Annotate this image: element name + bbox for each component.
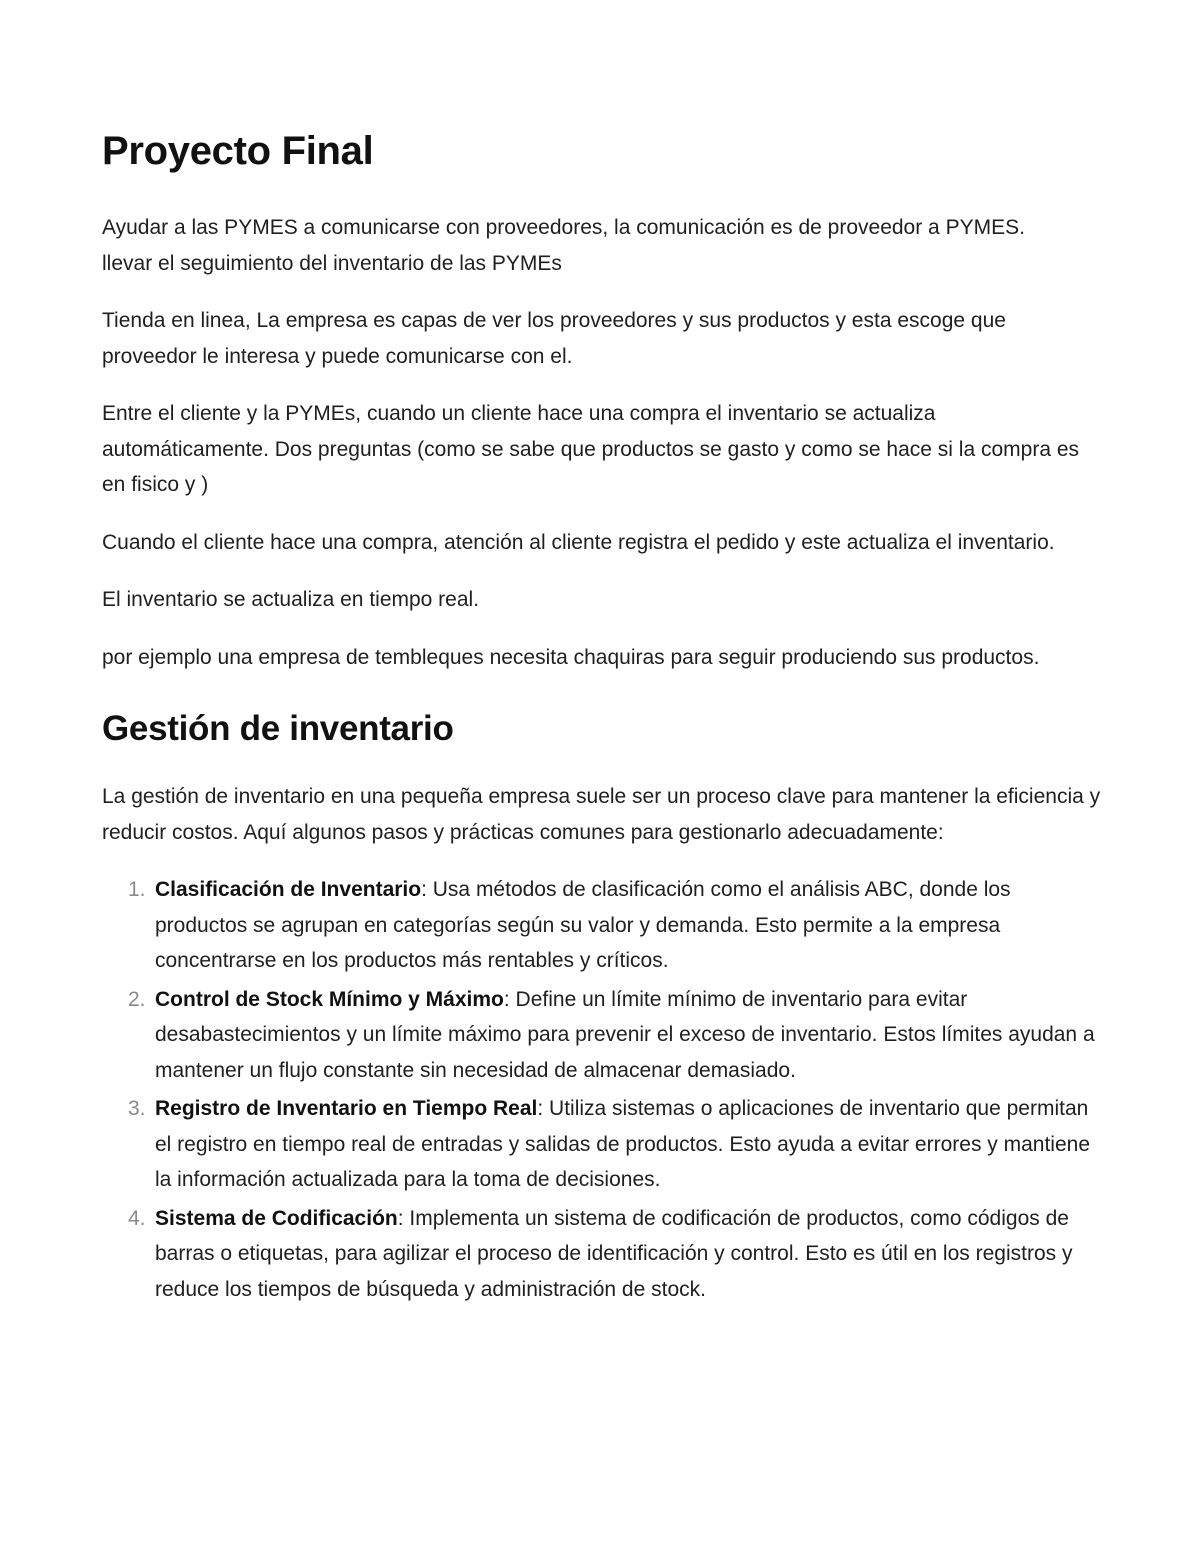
list-item-number: 4.: [128, 1206, 146, 1230]
list-item: [128, 872, 1102, 979]
list-item: [128, 1091, 1102, 1198]
list-item-text: : Define un límite mínimo de inventario para evitar desabastecimientos y un límite máximo para prevenir el exceso de inventario. Estos límites ayudan a mantener un flujo constante sin necesidad de almacenar demasiado.: [155, 987, 1095, 1082]
list-item-number: 2.: [128, 987, 146, 1011]
list-item-number: 1.: [128, 878, 146, 901]
practices-list: [102, 872, 1102, 1307]
list-item-term: Registro de Inventario en Tiempo Real: [155, 1097, 538, 1120]
list-item: [128, 982, 1102, 1089]
section-intro: La gestión de inventario en una pequeña empresa suele ser un proceso clave para mantener la eficiencia y reducir costos. Aquí algunos pasos y prácticas comunes para gestionarlo adecuadamente:: [102, 785, 1101, 844]
paragraph-online-store: Tienda en linea, La empresa es capas de ver los proveedores y sus productos y esta escoge que proveedor le interesa y puede comunicarse con el.: [102, 309, 1006, 368]
intro-line-1: Ayudar a las PYMES a comunicarse con proveedores, la comunicación es de proveedor a PYMES.: [102, 216, 1025, 239]
list-item-term: Clasificación de Inventario: [155, 878, 422, 901]
document-page: [102, 118, 1102, 1310]
list-item: [128, 1201, 1102, 1308]
paragraph-client-pymes: Entre el cliente y la PYMEs, cuando un cliente hace una compra el inventario se actualiza automáticamente. Dos preguntas (como se sabe que productos se gasto y como se hace si la compra es en fisico y ): [102, 402, 1080, 496]
list-item-term: Sistema de Codificación: [155, 1206, 398, 1230]
document-title: Proyecto Final: [102, 129, 374, 173]
list-item-text: : Utiliza sistemas o aplicaciones de inventario que permitan el registro en tiempo real de entradas y salidas de productos. Esto ayuda a evitar errores y mantiene la información actualizada para la toma de decisiones.: [155, 1097, 1091, 1191]
section-heading: Gestión de inventario: [102, 709, 454, 748]
paragraph-customer-purchase: Cuando el cliente hace una compra, atención al cliente registra el pedido y este actualiza el inventario.: [102, 530, 1055, 554]
list-item-number: 3.: [128, 1097, 146, 1120]
paragraph-real-time: El inventario se actualiza en tiempo real.: [102, 588, 480, 611]
intro-paragraph: [102, 210, 1102, 281]
list-item-text: : Usa métodos de clasificación como el análisis ABC, donde los productos se agrupan en categorías según su valor y demanda. Esto permite a la empresa concentrarse en los productos más rentables y críticos.: [155, 878, 1011, 972]
list-item-text: : Implementa un sistema de codificación de productos, como códigos de barras o etiquetas, para agilizar el proceso de identificación y control. Esto es útil en los registros y reduce los tiempos de búsqueda y administración de stock.: [155, 1206, 1073, 1301]
intro-line-2: llevar el seguimiento del inventario de las PYMEs: [102, 251, 562, 275]
paragraph-example: por ejemplo una empresa de tembleques necesita chaquiras para seguir produciendo sus productos.: [102, 645, 1040, 669]
list-item-term: Control de Stock Mínimo y Máximo: [155, 987, 504, 1011]
